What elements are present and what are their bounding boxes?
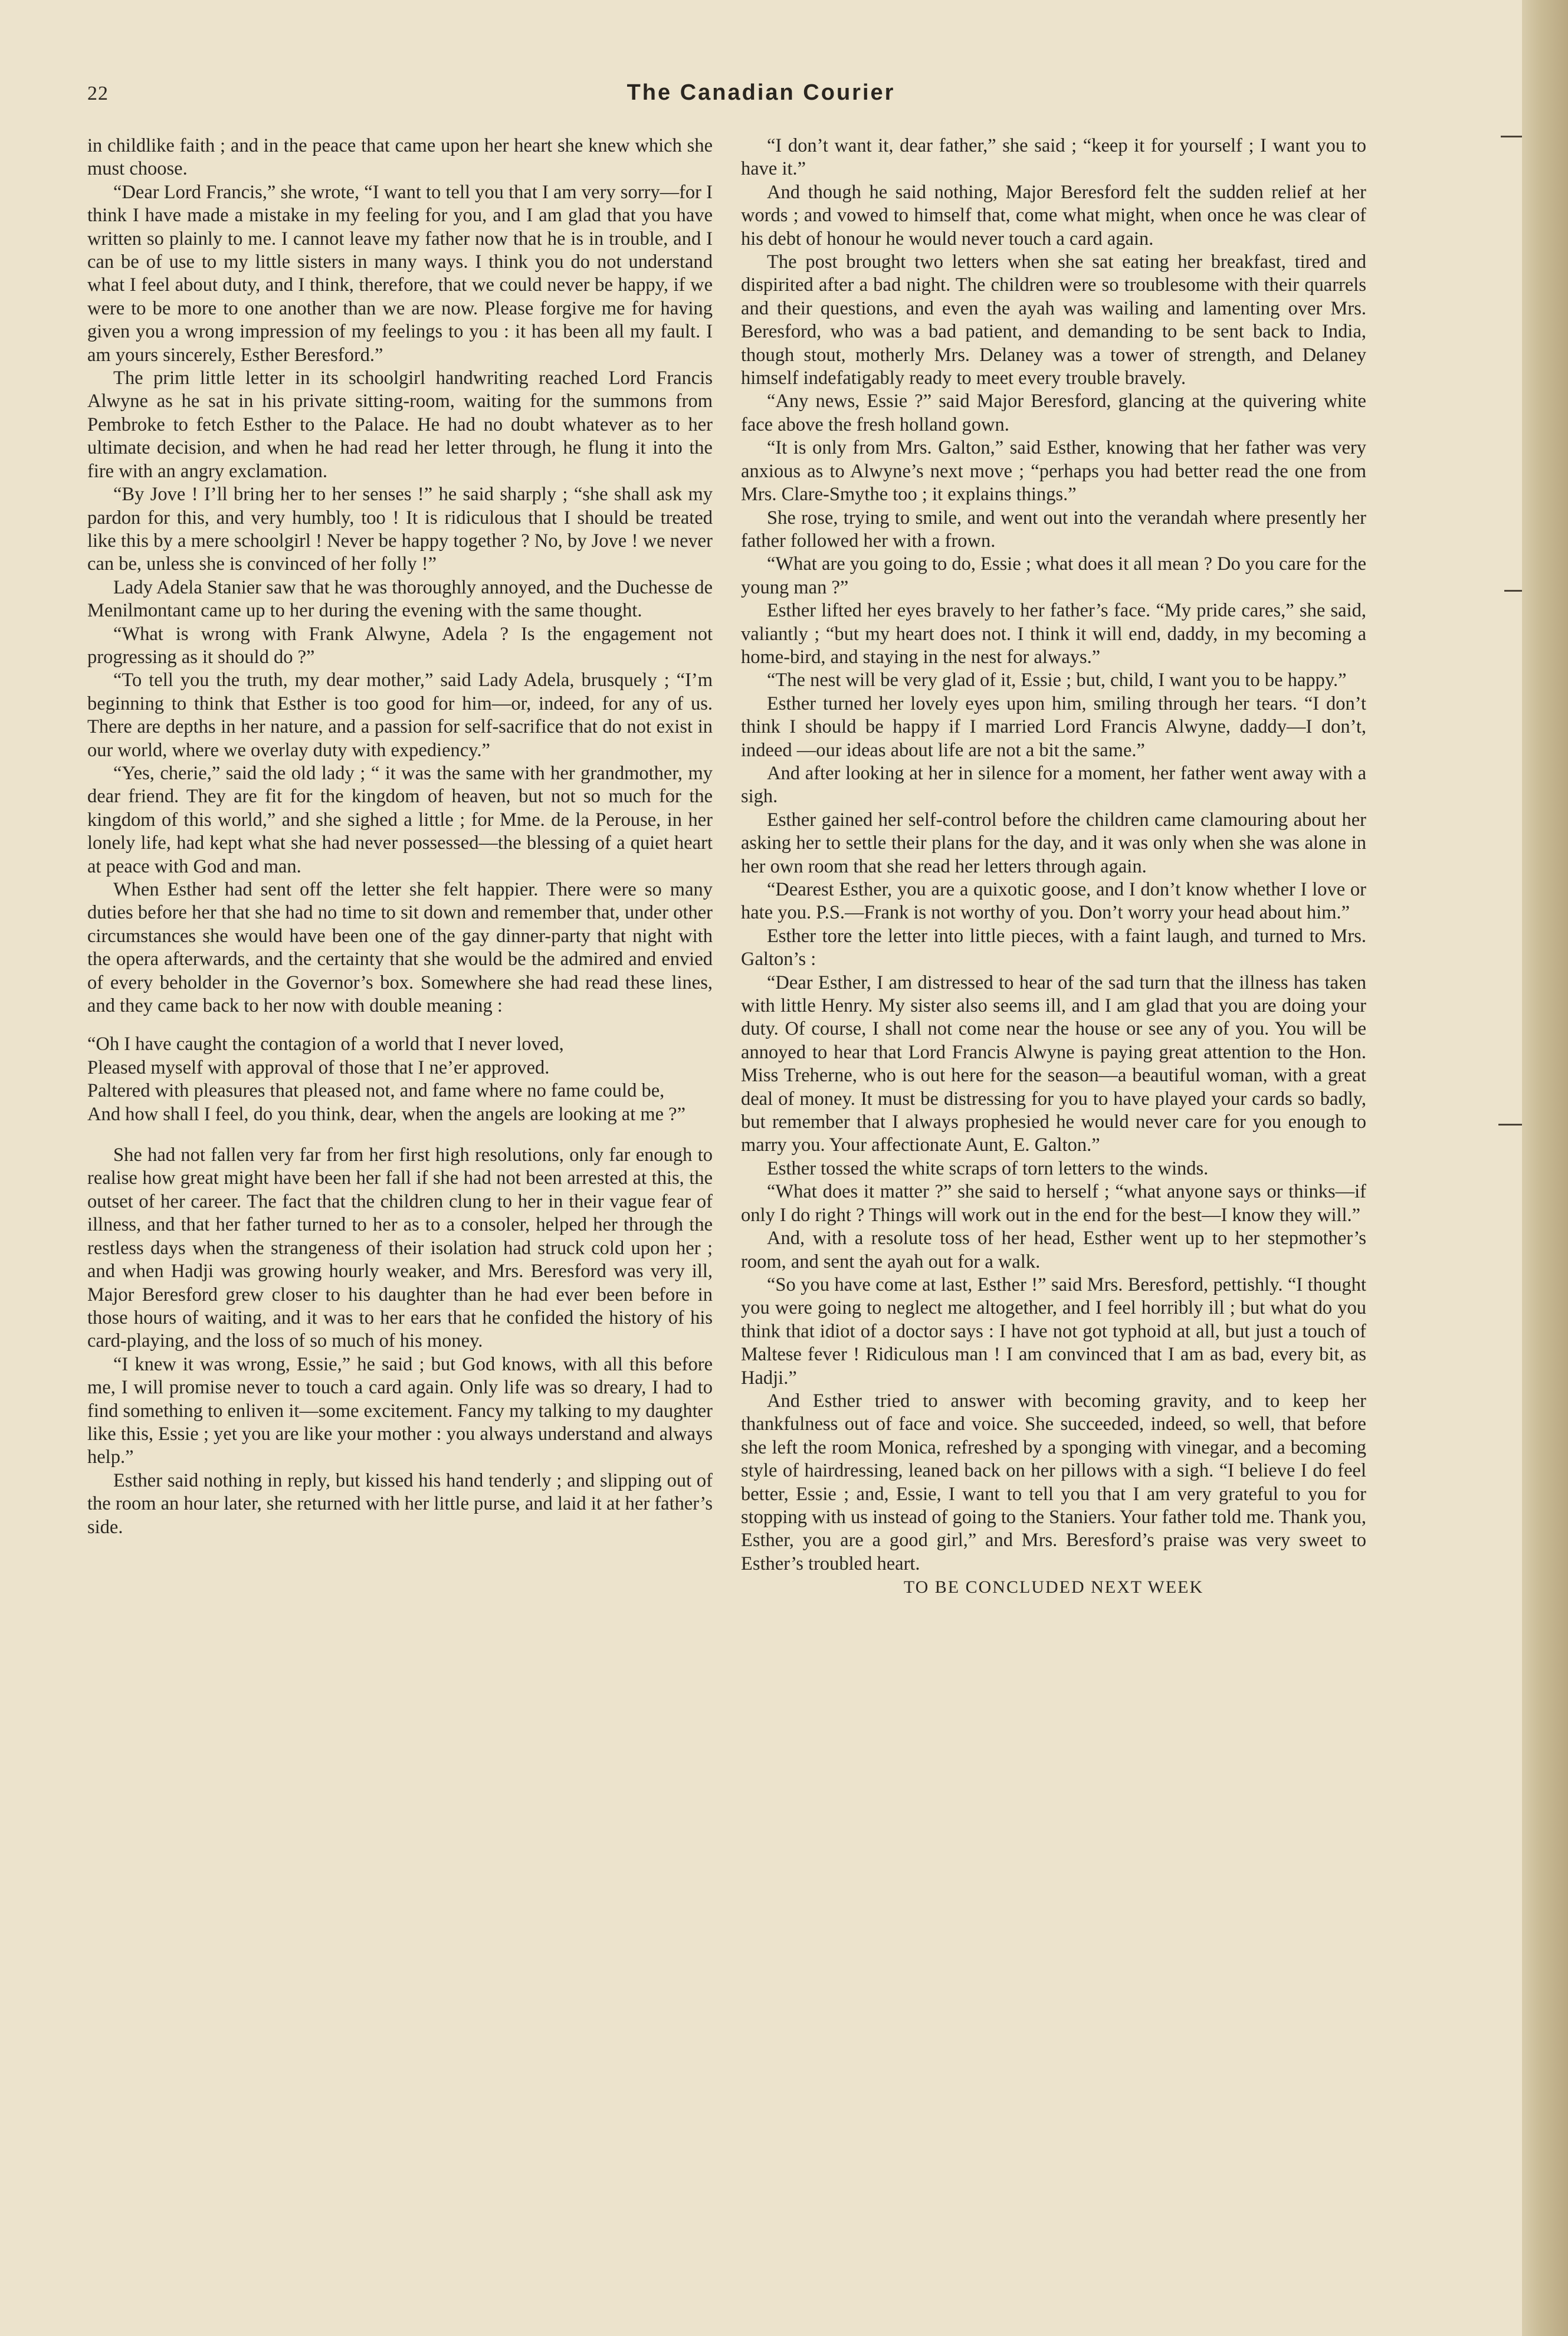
paragraph: And Esther tried to answer with becoming gravity, and to keep her thankfulness out of face and voice. She succeeded, indeed, so well, that before she left the room Monica, refreshed by a sponging with vinegar, and a becoming style of hairdressing, leaned back on her pillows with a sigh. “I believe I do feel better, Essie ; and, Essie, I want to tell you that I am very grateful to you for stopping with us instead of going to the Staniers. Your father told me. Thank you, Esther, you are a good girl,” and Mrs. Beresford’s praise was very sweet to Esther’s troubled heart. bbox=[741, 1390, 1366, 1574]
paragraph: Esther lifted her eyes bravely to her father’s face. “My pride cares,” she said, valiantly ; “but my heart does not. I think it will end, daddy, in my becoming a home-bird, and staying in the nest for always.” bbox=[741, 600, 1366, 668]
page-header bbox=[0, 80, 1522, 112]
paragraph: Esther tossed the white scraps of torn letters to the winds. bbox=[767, 1157, 1209, 1179]
paragraph: “The nest will be very glad of it, Essie ; but, child, I want you to be happy.” bbox=[767, 670, 1347, 691]
verse-line: “Oh I have caught the contagion of a world that I never loved, bbox=[87, 1034, 564, 1055]
paragraph: Esther tore the letter into little pieces, with a faint laugh, and turned to Mrs. Galton’s : bbox=[741, 925, 1366, 970]
paragraph: “Yes, cherie,” said the old lady ; “ it was the same with her grandmother, my dear friend. They are fit for the kingdom of heaven, but not so much for the kingdom of this world,” and she sighed a little ; for Mme. de la Perouse, in her lonely life, had kept what she had never possessed—the blessing of a quiet heart at peace with God and man. bbox=[87, 762, 713, 877]
continued-notice: TO BE CONCLUDED NEXT WEEK bbox=[903, 1577, 1204, 1597]
verse-line: And how shall I feel, do you think, dear, when the angels are looking at me ?” bbox=[87, 1103, 686, 1125]
margin-mark bbox=[1501, 136, 1522, 137]
margin-mark bbox=[1504, 590, 1522, 592]
verse-block bbox=[87, 1033, 713, 1126]
paragraph: And after looking at her in silence for a moment, her father went away with a sigh. bbox=[741, 762, 1366, 808]
left-column bbox=[87, 134, 713, 1539]
paragraph: “I don’t want it, dear father,” she said ; “keep it for yourself ; I want you to have it.” bbox=[741, 135, 1366, 180]
paragraph: Esther said nothing in reply, but kissed his hand tenderly ; and slipping out of the room an hour later, she returned with her little purse, and laid it at her father’s side. bbox=[87, 1469, 713, 1538]
paragraph: “What are you going to do, Essie ; what does it all mean ? Do you care for the young man ?” bbox=[741, 553, 1366, 598]
paragraph: “By Jove ! I’ll bring her to her senses !” he said sharply ; “she shall ask my pardon for this, and very humbly, too ! It is ridiculous that I should be treated like this by a mere schoolgirl ! Never be happy together ? No, by Jove ! we never can be, unless she is convinced of her folly !” bbox=[87, 484, 713, 575]
paragraph: Esther gained her self-control before the children came clamouring about her asking her to settle their plans for the day, and it was only when she was alone in her own room that she read her letters through again. bbox=[741, 809, 1366, 877]
paragraph: Esther turned her lovely eyes upon him, smiling through her tears. “I don’t think I should be happy if I married Lord Francis Alwyne, daddy—I don’t, indeed —our ideas about life are not a bit the same.” bbox=[741, 693, 1366, 761]
paragraph: “To tell you the truth, my dear mother,” said Lady Adela, brusquely ; “I’m beginning to think that Esther is too good for him—or, indeed, for any of us. There are depths in her nature, and a passion for self-sacrifice that do not exist in our world, where we overlay duty with expediency.” bbox=[87, 670, 713, 761]
verse-line: Paltered with pleasures that pleased not, and fame where no fame could be, bbox=[87, 1080, 665, 1102]
paragraph: The prim little letter in its schoolgirl handwriting reached Lord Francis Alwyne as he sat in his private sitting-room, waiting for the summons from Pembroke to fetch Esther to the Palace. He had no doubt whatever as to her ultimate decision, and when he had read her letter through, he flung it into the fire with an angry exclamation. bbox=[87, 368, 713, 482]
paragraph: When Esther had sent off the letter she felt happier. There were so many duties before her that she had no time to sit down and remember that, under other circumstances she would have been one of the gay dinner-party that night with the opera afterwards, and the certainty that she would be the admired and envied of every beholder in the Governor’s box. Somewhere she had read these lines, and they came back to her now with double meaning : bbox=[87, 879, 713, 1017]
paragraph: “So you have come at last, Esther !” said Mrs. Beresford, pettishly. “I thought you were going to neglect me altogether, and I feel horribly ill ; but what do you think that idiot of a doctor says : I have not got typhoid at all, but just a touch of Maltese fever ! Ridiculous man ! I am convinced that I am as bad, every bit, as Hadji.” bbox=[741, 1274, 1366, 1389]
paragraph: “Dearest Esther, you are a quixotic goose, and I don’t know whether I love or hate you. P.S.—Frank is not worthy of you. Don’t worry your head about him.” bbox=[741, 879, 1366, 924]
paragraph: Lady Adela Stanier saw that he was thoroughly annoyed, and the Duchesse de Menilmontant came up to her during the evening with the same thought. bbox=[87, 576, 713, 622]
margin-mark bbox=[1498, 1124, 1522, 1126]
page-edge bbox=[1522, 0, 1568, 2336]
paragraph: “Dear Esther, I am distressed to hear of the sad turn that the illness has taken with little Henry. My sister also seems ill, and I am glad that you are doing your duty. Of course, I shall not come near the house or see any of you. You will be annoyed to hear that Lord Francis Alwyne is paying great attention to the Hon. Miss Treherne, who is out here for the season—a beautiful woman, with a great deal of money. It must be distressing for you to have played your cards so badly, but remember that I always prophesied he would never care for you enough to marry you. Your affectionate Aunt, E. Galton.” bbox=[741, 972, 1366, 1156]
right-column bbox=[741, 134, 1366, 1599]
publication-title: The Canadian Courier bbox=[626, 80, 895, 105]
page-number: 22 bbox=[87, 83, 109, 104]
left-paragraphs-after bbox=[87, 1144, 713, 1539]
paragraph: She had not fallen very far from her first high resolutions, only far enough to realise how great might have been her fall if she had not been arrested at this, the outset of her career. The fact that the children clung to her in their vague fear of illness, and that her father turned to her as to a consoler, helped her through the restless days when the strangeness of their isolation had struck cold upon her ; and when Hadji was growing hourly weaker, and Mrs. Beresford was very ill, Major Beresford grew closer to his daughter than he had ever been before in those hours of waiting, and it was to her ears that he confided the history of his card-playing, and the loss of so much of his money. bbox=[87, 1144, 713, 1352]
paragraph: And though he said nothing, Major Beresford felt the sudden relief at her words ; and vowed to himself that, come what might, when once he was clear of his debt of honour he would never touch a card again. bbox=[741, 181, 1366, 250]
paragraph: And, with a resolute toss of her head, Esther went up to her stepmother’s room, and sent the ayah out for a walk. bbox=[741, 1228, 1366, 1272]
paragraph: in childlike faith ; and in the peace that came upon her heart she knew which she must choose. bbox=[87, 135, 713, 180]
paragraph: “Dear Lord Francis,” she wrote, “I want to tell you that I am very sorry—for I think I have made a mistake in my feeling for you, and I am glad that you have written so plainly to me. I cannot leave my father now that he is in trouble, and I can be of use to my little sisters in many ways. I think you do not understand what I feel about duty, and I think, therefore, that we could never be happy, if we were to be more to one another than we are now. Please forgive me for having given you a wrong impression of my feelings to you : it has been all my fault. I am yours sincerely, Esther Beresford.” bbox=[87, 181, 713, 366]
paragraph: “It is only from Mrs. Galton,” said Esther, knowing that her father was very anxious as to Alwyne’s next move ; “perhaps you had better read the one from Mrs. Clare-Smythe too ; it explains things.” bbox=[741, 437, 1366, 506]
left-paragraphs-before bbox=[87, 134, 713, 1018]
verse-line: Pleased myself with approval of those that I ne’er approved. bbox=[87, 1057, 550, 1078]
paragraph: “Any news, Essie ?” said Major Beresford, glancing at the quivering white face above the fresh holland gown. bbox=[741, 391, 1366, 435]
paragraph: “What is wrong with Frank Alwyne, Adela ? Is the engagement not progressing as it should do ?” bbox=[87, 623, 713, 668]
right-paragraphs bbox=[741, 134, 1366, 1576]
paragraph: “I knew it was wrong, Essie,” he said ; but God knows, with all this before me, I will promise never to touch a card again. Only life was so dreary, I had to find something to enliven it—some excitement. Fancy my talking to my daughter like this, Essie ; yet you are like your mother : you always understand and always help.” bbox=[87, 1353, 713, 1468]
paragraph: “What does it matter ?” she said to herself ; “what anyone says or thinks—if only I do right ? Things will work out in the end for the best—I know they will.” bbox=[741, 1181, 1366, 1226]
paragraph: She rose, trying to smile, and went out into the verandah where presently her father followed her with a frown. bbox=[741, 507, 1366, 552]
paragraph: The post brought two letters when she sat eating her breakfast, tired and dispirited after a bad night. The children were so troublesome with their quarrels and their questions, and even the ayah was wailing and lamenting over Mrs. Beresford, who was a bad patient, and demanding to be sent back to India, though stout, motherly Mrs. Delaney was a tower of strength, and Delaney himself indefatigably ready to meet every trouble bravely. bbox=[741, 251, 1366, 389]
